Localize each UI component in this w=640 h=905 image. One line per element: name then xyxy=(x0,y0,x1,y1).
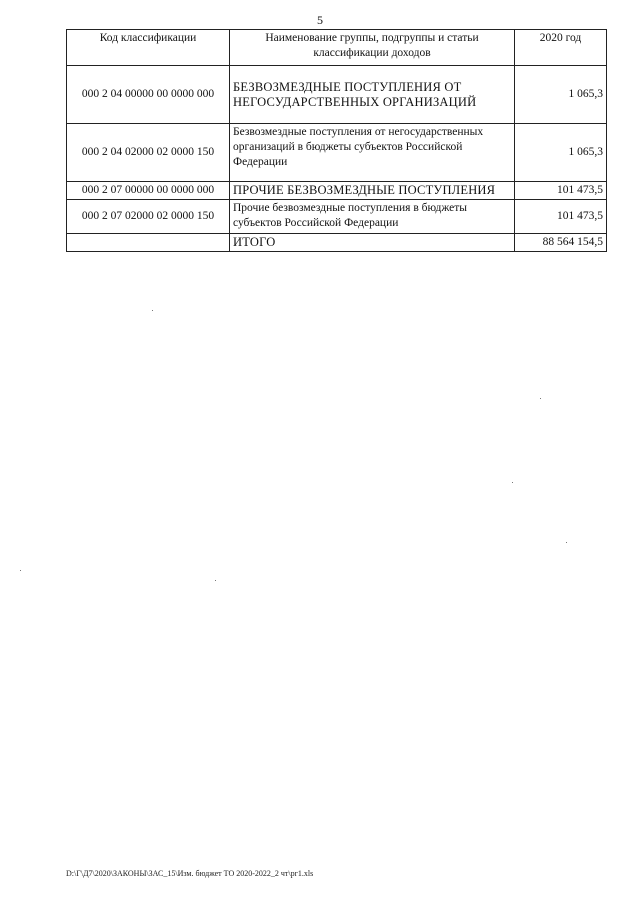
scan-speck xyxy=(20,570,21,571)
table-row xyxy=(67,182,607,200)
row-name-line: Безвозмездные поступления от негосударственных xyxy=(233,126,484,138)
row-amount: 88 564 154,5 xyxy=(515,234,607,252)
revenue-table xyxy=(66,29,607,252)
row-code: 000 2 04 00000 00 0000 000 xyxy=(67,66,230,124)
row-name-line: Федерации xyxy=(233,156,288,168)
row-name xyxy=(230,234,515,252)
scan-speck xyxy=(512,482,513,483)
table-row-total xyxy=(67,234,607,252)
row-name-line: субъектов Российской Федерации xyxy=(233,217,399,229)
row-name-line: ПРОЧИЕ БЕЗВОЗМЕЗДНЫЕ ПОСТУПЛЕНИЯ xyxy=(233,183,496,197)
row-name-line: Прочие безвозмездные поступления в бюджеты xyxy=(233,202,468,214)
row-name xyxy=(230,200,515,234)
header-name-line: Наименование группы, подгруппы и статьи xyxy=(265,32,479,44)
table-row xyxy=(67,200,607,234)
row-name-line: БЕЗВОЗМЕЗДНЫЕ ПОСТУПЛЕНИЯ ОТ xyxy=(233,79,462,94)
scan-speck xyxy=(152,310,153,311)
row-amount: 101 473,5 xyxy=(515,182,607,200)
table-header-row xyxy=(67,30,607,66)
header-name xyxy=(230,30,515,66)
table-row xyxy=(67,66,607,124)
row-name-line: НЕГОСУДАРСТВЕННЫХ ОРГАНИЗАЦИЙ xyxy=(233,94,477,109)
page-number: 5 xyxy=(317,13,323,27)
row-name-line: ИТОГО xyxy=(233,235,276,249)
row-amount: 1 065,3 xyxy=(515,66,607,124)
row-name-line: организаций в бюджеты субъектов Российской xyxy=(233,141,463,153)
row-name xyxy=(230,124,515,182)
row-amount: 1 065,3 xyxy=(515,124,607,182)
header-name-line: классификации доходов xyxy=(313,47,431,59)
table-row xyxy=(67,124,607,182)
row-code: 000 2 07 00000 00 0000 000 xyxy=(67,182,230,200)
row-code xyxy=(67,234,230,252)
row-name xyxy=(230,182,515,200)
scan-speck xyxy=(540,398,541,399)
file-path-footer: D:\Г\Д7\2020\ЗАКОНЫ\ЗАС_15\Изм. бюджет ТО 2020-2022_2 чт\рг1.xls xyxy=(66,869,314,878)
row-code: 000 2 04 02000 02 0000 150 xyxy=(67,124,230,182)
scan-speck xyxy=(215,580,216,581)
row-name xyxy=(230,66,515,124)
row-amount: 101 473,5 xyxy=(515,200,607,234)
row-code: 000 2 07 02000 02 0000 150 xyxy=(67,200,230,234)
header-code: Код классификации xyxy=(67,30,230,66)
header-year: 2020 год xyxy=(515,30,607,66)
scan-speck xyxy=(566,542,567,543)
